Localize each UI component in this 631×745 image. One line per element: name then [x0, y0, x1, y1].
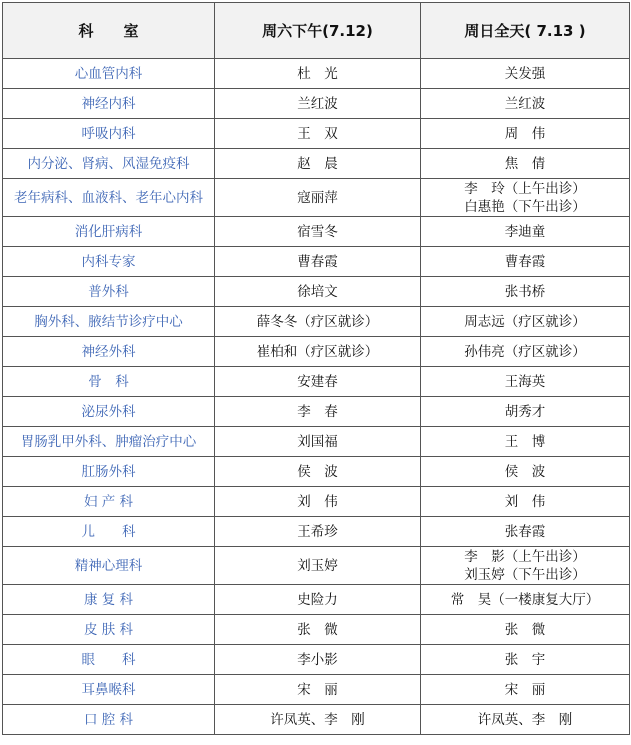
department-cell: 耳鼻喉科 — [3, 675, 215, 705]
doctor-name: 许凤英、李 刚 — [270, 711, 365, 728]
doctor-name: 李 春 — [297, 403, 338, 420]
saturday-doctor-cell — [215, 247, 421, 277]
sunday-doctor-cell — [421, 149, 630, 179]
saturday-doctor-cell — [215, 367, 421, 397]
doctor-name: 刘 伟 — [504, 493, 546, 510]
doctor-name: 王 博 — [504, 433, 546, 450]
doctor-name: 常 昊（一楼康复大厅） — [450, 591, 600, 608]
doctor-name: 关发强 — [504, 65, 546, 82]
doctor-name: 周志远（疗区就诊） — [464, 313, 586, 330]
doctor-name: 赵 晨 — [297, 155, 338, 172]
department-cell: 康 复 科 — [3, 585, 215, 615]
doctor-name: 孙伟亮（疗区就诊） — [464, 343, 586, 360]
doctor-name: 杜 光 — [297, 65, 338, 82]
saturday-doctor-cell — [215, 337, 421, 367]
duty-schedule-table — [2, 2, 630, 735]
sunday-doctor-cell — [421, 367, 630, 397]
sunday-doctor-cell — [421, 217, 630, 247]
department-cell: 心血管内科 — [3, 59, 215, 89]
doctor-name: 张书桥 — [504, 283, 546, 300]
saturday-doctor-cell — [215, 427, 421, 457]
sunday-doctor-cell — [421, 547, 630, 585]
table-row — [3, 59, 630, 89]
department-cell: 儿 科 — [3, 517, 215, 547]
doctor-name: 刘 伟 — [297, 493, 338, 510]
saturday-doctor-cell — [215, 59, 421, 89]
department-cell: 妇 产 科 — [3, 487, 215, 517]
sunday-doctor-cell — [421, 615, 630, 645]
sunday-doctor-cell — [421, 427, 630, 457]
table-row — [3, 277, 630, 307]
sunday-doctor-cell — [421, 119, 630, 149]
table-row — [3, 517, 630, 547]
header-department: 科 室 — [3, 3, 215, 59]
doctor-name: 李 影（上午出诊） — [464, 548, 586, 565]
doctor-name: 李迪童 — [504, 223, 546, 240]
table-row — [3, 397, 630, 427]
table-row — [3, 487, 630, 517]
saturday-doctor-cell — [215, 89, 421, 119]
department-cell: 骨 科 — [3, 367, 215, 397]
doctor-name: 宋 丽 — [297, 681, 338, 698]
sunday-doctor-cell — [421, 585, 630, 615]
doctor-name: 张春霞 — [504, 523, 546, 540]
doctor-name: 张 微 — [297, 621, 338, 638]
table-row — [3, 89, 630, 119]
doctor-name: 宋 丽 — [504, 681, 546, 698]
sunday-doctor-cell — [421, 337, 630, 367]
table-row — [3, 675, 630, 705]
saturday-doctor-cell — [215, 675, 421, 705]
saturday-doctor-cell — [215, 705, 421, 735]
table-row — [3, 547, 630, 585]
doctor-name: 宿雪冬 — [297, 223, 338, 240]
saturday-doctor-cell — [215, 457, 421, 487]
doctor-name: 刘玉婷（下午出诊） — [464, 566, 586, 583]
saturday-doctor-cell — [215, 487, 421, 517]
saturday-doctor-cell — [215, 149, 421, 179]
saturday-doctor-cell — [215, 179, 421, 217]
table-row — [3, 247, 630, 277]
doctor-name: 李小影 — [297, 651, 338, 668]
sunday-doctor-cell — [421, 277, 630, 307]
table-header — [3, 3, 630, 59]
doctor-name: 寇丽萍 — [297, 189, 338, 206]
department-cell: 胃肠乳甲外科、肿瘤治疗中心 — [3, 427, 215, 457]
sunday-doctor-cell — [421, 89, 630, 119]
table-body — [3, 59, 630, 735]
table-row — [3, 119, 630, 149]
saturday-doctor-cell — [215, 585, 421, 615]
table-row — [3, 367, 630, 397]
sunday-doctor-cell — [421, 59, 630, 89]
doctor-name: 白惠艳（下午出诊） — [464, 198, 586, 215]
saturday-doctor-cell — [215, 517, 421, 547]
sunday-doctor-cell — [421, 487, 630, 517]
table-row — [3, 307, 630, 337]
table-row — [3, 337, 630, 367]
department-cell: 皮 肤 科 — [3, 615, 215, 645]
header-sunday-full-day: 周日全天( 7.13 ) — [421, 3, 630, 59]
department-cell: 泌尿外科 — [3, 397, 215, 427]
doctor-name: 王希珍 — [297, 523, 338, 540]
doctor-name: 史险力 — [297, 591, 338, 608]
doctor-name: 刘国福 — [297, 433, 338, 450]
department-cell: 老年病科、血液科、老年心内科 — [3, 179, 215, 217]
table-row — [3, 457, 630, 487]
sunday-doctor-cell — [421, 457, 630, 487]
department-cell: 神经内科 — [3, 89, 215, 119]
table-row — [3, 645, 630, 675]
table-row — [3, 705, 630, 735]
doctor-name: 崔柏和（疗区就诊） — [256, 343, 379, 360]
doctor-name: 薛冬冬（疗区就诊） — [256, 313, 379, 330]
sunday-doctor-cell — [421, 397, 630, 427]
doctor-name: 安建春 — [297, 373, 338, 390]
department-cell: 消化肝病科 — [3, 217, 215, 247]
saturday-doctor-cell — [215, 645, 421, 675]
doctor-name: 王海英 — [504, 373, 546, 390]
department-cell: 口 腔 科 — [3, 705, 215, 735]
department-cell: 精神心理科 — [3, 547, 215, 585]
header-row — [3, 3, 630, 59]
department-cell: 胸外科、腋结节诊疗中心 — [3, 307, 215, 337]
sunday-doctor-cell — [421, 705, 630, 735]
doctor-name: 兰红波 — [504, 95, 546, 112]
department-cell: 肛肠外科 — [3, 457, 215, 487]
table-row — [3, 217, 630, 247]
doctor-name: 刘玉婷 — [297, 557, 338, 574]
saturday-doctor-cell — [215, 217, 421, 247]
sunday-doctor-cell — [421, 307, 630, 337]
doctor-name: 张 微 — [504, 621, 546, 638]
department-cell: 神经外科 — [3, 337, 215, 367]
doctor-name: 曹春霞 — [504, 253, 546, 270]
table-row — [3, 149, 630, 179]
doctor-name: 侯 波 — [297, 463, 338, 480]
sunday-doctor-cell — [421, 179, 630, 217]
sunday-doctor-cell — [421, 645, 630, 675]
saturday-doctor-cell — [215, 615, 421, 645]
doctor-name: 侯 波 — [504, 463, 546, 480]
doctor-name: 焦 倩 — [504, 155, 546, 172]
sunday-doctor-cell — [421, 517, 630, 547]
department-cell: 呼吸内科 — [3, 119, 215, 149]
doctor-name: 徐培文 — [297, 283, 338, 300]
department-cell: 普外科 — [3, 277, 215, 307]
table-row — [3, 585, 630, 615]
table-row — [3, 615, 630, 645]
saturday-doctor-cell — [215, 119, 421, 149]
doctor-name: 胡秀才 — [504, 403, 546, 420]
header-saturday-afternoon: 周六下午(7.12) — [215, 3, 421, 59]
saturday-doctor-cell — [215, 547, 421, 585]
sunday-doctor-cell — [421, 675, 630, 705]
sunday-doctor-cell — [421, 247, 630, 277]
department-cell: 内科专家 — [3, 247, 215, 277]
doctor-name: 兰红波 — [297, 95, 338, 112]
department-cell: 内分泌、肾病、风湿免疫科 — [3, 149, 215, 179]
doctor-name: 张 宇 — [504, 651, 546, 668]
saturday-doctor-cell — [215, 397, 421, 427]
table-row — [3, 179, 630, 217]
department-cell: 眼 科 — [3, 645, 215, 675]
doctor-name: 王 双 — [297, 125, 338, 142]
saturday-doctor-cell — [215, 277, 421, 307]
doctor-name: 曹春霞 — [297, 253, 338, 270]
table-row — [3, 427, 630, 457]
doctor-name: 周 伟 — [504, 125, 546, 142]
doctor-name: 许凤英、李 刚 — [477, 711, 573, 728]
saturday-doctor-cell — [215, 307, 421, 337]
doctor-name: 李 玲（上午出诊） — [464, 180, 586, 197]
